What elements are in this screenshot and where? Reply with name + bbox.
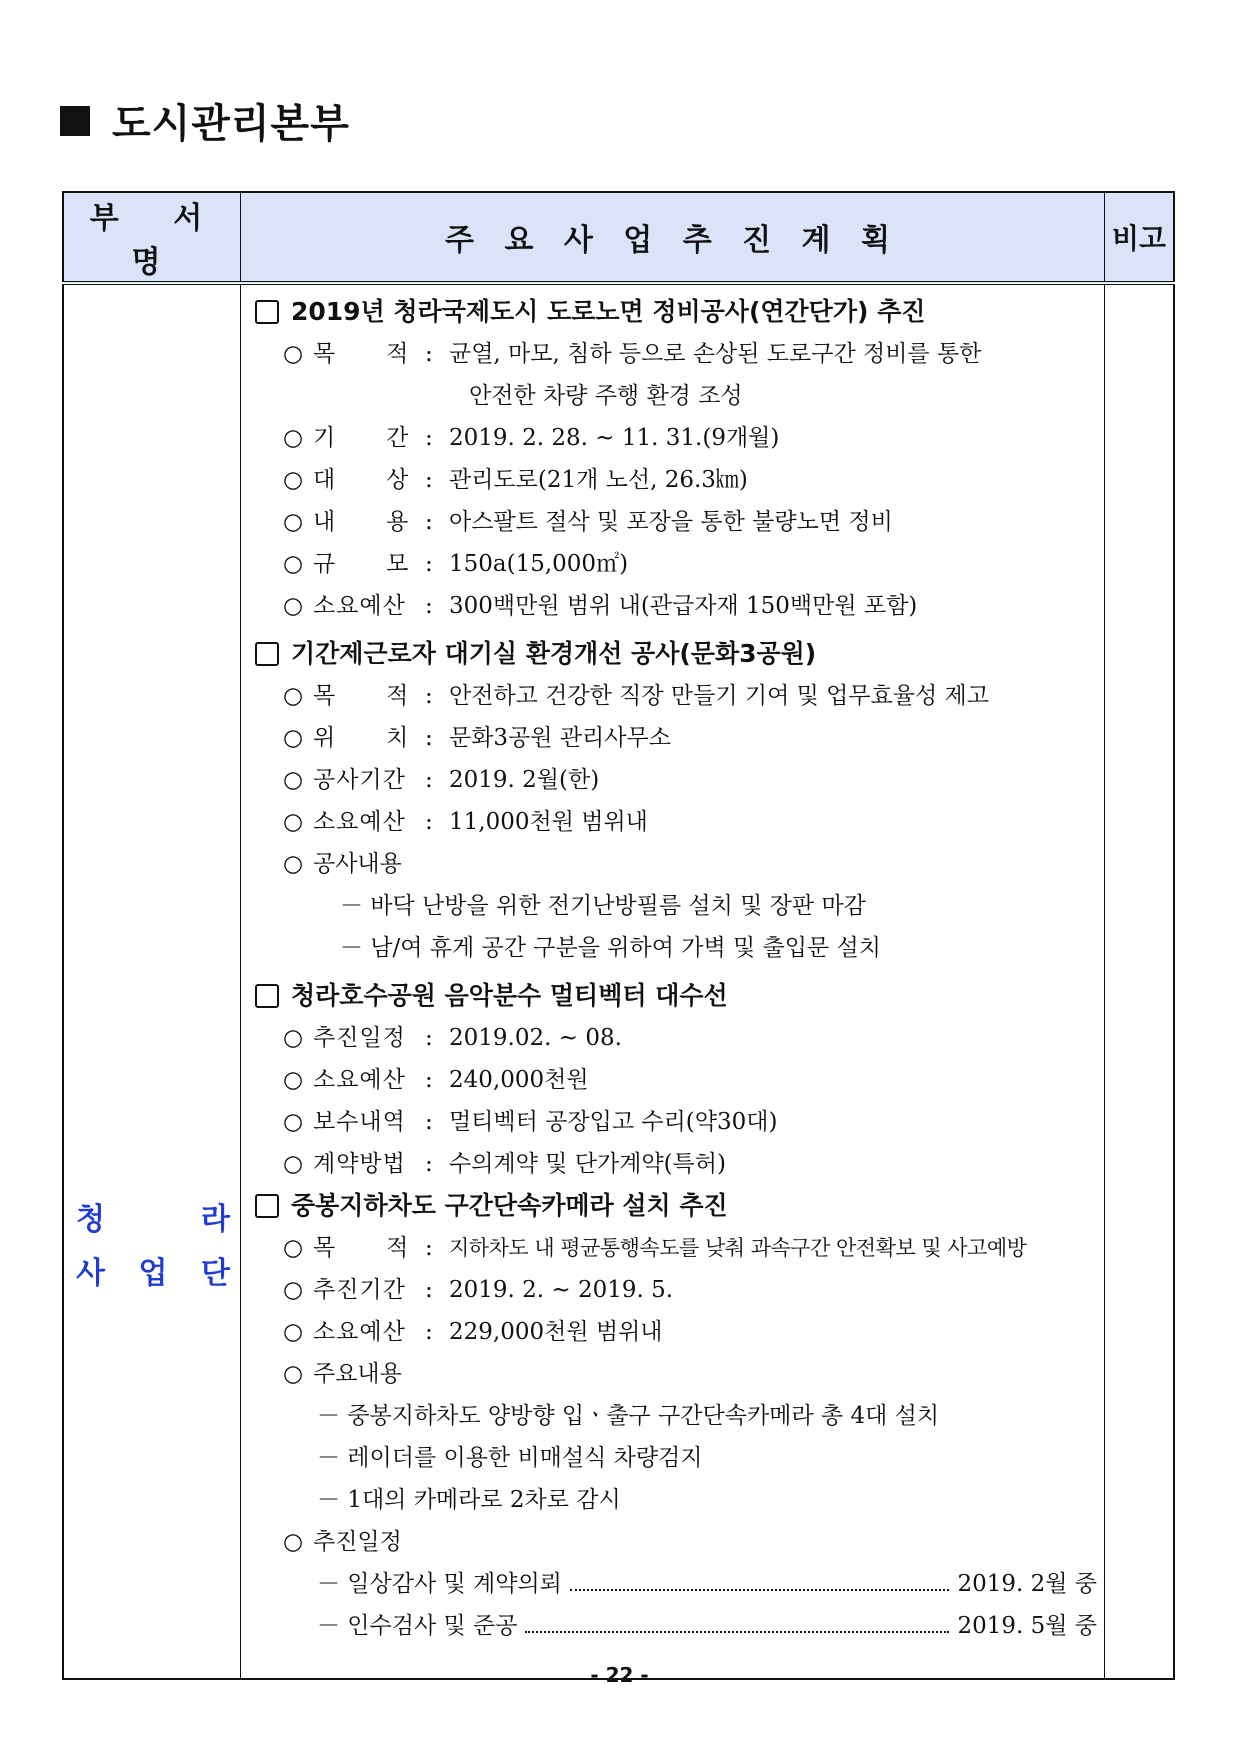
item-label: 목 적 xyxy=(313,341,410,367)
item-label: 공사내용 xyxy=(313,851,402,877)
list-item: ○ 소요예산 : 240,000천원 xyxy=(255,1059,1104,1101)
circle-bullet: ○ xyxy=(283,1529,304,1555)
list-item: ○ 위 치 : 문화3공원 관리사무소 xyxy=(255,717,1104,759)
section-title-text: 청라호수공원 음악분수 멀티벡터 대수선 xyxy=(291,981,728,1010)
dept-char: 청 xyxy=(76,1201,105,1237)
circle-bullet: ○ xyxy=(283,1067,304,1093)
schedule-row xyxy=(255,1563,1097,1605)
circle-bullet: ○ xyxy=(283,1277,304,1303)
circle-bullet: ○ xyxy=(283,1109,304,1135)
section-title xyxy=(255,975,1104,1017)
section-title-text: 2019년 청라국제도시 도로노면 정비공사(연간단가) 추진 xyxy=(291,297,926,326)
square-bullet-icon xyxy=(60,106,90,136)
circle-bullet: ○ xyxy=(283,425,304,451)
section-title-text: 기간제근로자 대기실 환경개선 공사(문화3공원) xyxy=(291,639,817,668)
list-item: ○ 목 적 : 지하차도 내 평균통행속도를 낮춰 과속구간 안전확보 및 사고예방 xyxy=(255,1227,1104,1269)
circle-bullet: ○ xyxy=(283,509,304,535)
dash-item: － 레이더를 이용한 비매설식 차량검지 xyxy=(317,1445,703,1471)
circle-bullet: ○ xyxy=(283,593,304,619)
item-value: 2019. 2. ~ 2019. 5. xyxy=(449,1277,674,1303)
item-label: 주요내용 xyxy=(313,1361,402,1387)
list-item: ○ 추진일정 : 2019.02. ~ 08. xyxy=(255,1017,1104,1059)
item-label: 소요예산 xyxy=(313,809,406,835)
item-label: 기 간 xyxy=(313,425,410,451)
schedule-row xyxy=(255,1605,1097,1647)
item-label: 공사기간 xyxy=(313,767,406,793)
item-label: 소요예산 xyxy=(313,1067,406,1093)
circle-bullet: ○ xyxy=(283,341,304,367)
dept-char: 단 xyxy=(201,1255,230,1291)
leader-dots xyxy=(525,1605,949,1633)
section-title xyxy=(255,291,1104,333)
item-value: 멀티벡터 공장입고 수리(약30대) xyxy=(449,1109,778,1135)
item-label: 소요예산 xyxy=(313,593,406,619)
item-label: 소요예산 xyxy=(313,1319,406,1345)
section-title xyxy=(255,1185,1104,1227)
item-label: 추진일정 xyxy=(313,1025,406,1051)
dash-item: － 1대의 카메라로 2차로 감시 xyxy=(317,1487,621,1513)
list-item: ○ 계약방법 : 수의계약 및 단가계약(특허) xyxy=(255,1143,1104,1185)
circle-bullet: ○ xyxy=(283,767,304,793)
dept-char: 라 xyxy=(201,1201,230,1237)
item-label: 추진기간 xyxy=(313,1277,406,1303)
plan-table xyxy=(62,191,1175,1680)
item-value: 안전하고 건강한 직장 만들기 기여 및 업무효율성 제고 xyxy=(449,683,989,709)
circle-bullet: ○ xyxy=(283,809,304,835)
page-title-text: 도시관리본부 xyxy=(112,101,350,147)
item-value: 문화3공원 관리사무소 xyxy=(449,725,671,751)
circle-bullet: ○ xyxy=(283,1151,304,1177)
list-item xyxy=(255,1521,1104,1563)
list-item: ○ 소요예산 : 300백만원 범위 내(관급자재 150백만원 포함) xyxy=(255,585,1104,627)
list-item xyxy=(255,843,1104,885)
item-label: 보수내역 xyxy=(313,1109,406,1135)
checkbox-icon xyxy=(255,984,279,1008)
checkbox-icon xyxy=(255,300,279,324)
item-value: 지하차도 내 평균통행속도를 낮춰 과속구간 안전확보 및 사고예방 xyxy=(449,1236,1027,1260)
list-item: ○ 보수내역 : 멀티벡터 공장입고 수리(약30대) xyxy=(255,1101,1104,1143)
circle-bullet: ○ xyxy=(283,1025,304,1051)
page-number: - 22 - xyxy=(590,1663,649,1687)
header-plan: 주 요 사 업 추 진 계 획 xyxy=(241,192,1105,283)
circle-bullet: ○ xyxy=(283,683,304,709)
item-label: 목 적 xyxy=(313,1235,410,1261)
circle-bullet: ○ xyxy=(283,1361,304,1387)
plan-cell xyxy=(241,283,1105,1679)
checkbox-icon xyxy=(255,1194,279,1218)
item-value: 2019. 2. 28. ~ 11. 31.(9개월) xyxy=(449,425,780,451)
table-header-row xyxy=(63,192,1174,283)
section-road-maintenance xyxy=(255,291,1104,627)
checkbox-icon xyxy=(255,642,279,666)
dept-line-1 xyxy=(64,1193,240,1247)
header-note: 비고 xyxy=(1105,192,1175,283)
dash-item: － 남/여 휴게 공간 구분을 위하여 가벽 및 출입문 설치 xyxy=(340,935,881,961)
list-item: ○ 대 상 : 관리도로(21개 노선, 26.3㎞) xyxy=(255,459,1104,501)
list-item: ○ 소요예산 : 11,000천원 범위내 xyxy=(255,801,1104,843)
section-title-text: 중봉지하차도 구간단속카메라 설치 추진 xyxy=(291,1191,728,1220)
dash-item: － 중봉지하차도 양방향 입ㆍ출구 구간단속카메라 총 4대 설치 xyxy=(317,1403,940,1429)
schedule-date: 2019. 5월 중 xyxy=(957,1613,1097,1639)
item-label: 내 용 xyxy=(313,509,410,535)
circle-bullet: ○ xyxy=(283,1319,304,1345)
dept-line-2 xyxy=(64,1247,240,1301)
list-item: ○ 추진기간 : 2019. 2. ~ 2019. 5. xyxy=(255,1269,1104,1311)
header-dept: 부 서 명 xyxy=(63,192,241,283)
item-value: 240,000천원 xyxy=(449,1067,589,1093)
list-item: ○ 소요예산 : 229,000천원 범위내 xyxy=(255,1311,1104,1353)
item-value: 관리도로(21개 노선, 26.3㎞) xyxy=(449,467,748,493)
item-label: 위 치 xyxy=(313,725,410,751)
circle-bullet: ○ xyxy=(283,725,304,751)
item-value: 2019.02. ~ 08. xyxy=(449,1025,622,1051)
item-label: 규 모 xyxy=(313,551,410,577)
item-label: 목 적 xyxy=(313,683,410,709)
section-title xyxy=(255,633,1104,675)
dept-cell xyxy=(63,283,241,1679)
list-item: ○ 기 간 : 2019. 2. 28. ~ 11. 31.(9개월) xyxy=(255,417,1104,459)
item-value: 균열, 마모, 침하 등으로 손상된 도로구간 정비를 통한 xyxy=(449,341,982,367)
item-value: 229,000천원 범위내 xyxy=(449,1319,663,1345)
list-item: ○ 공사기간 : 2019. 2월(한) xyxy=(255,759,1104,801)
table-row xyxy=(63,283,1174,1679)
circle-bullet: ○ xyxy=(283,1235,304,1261)
circle-bullet: ○ xyxy=(283,551,304,577)
circle-bullet: ○ xyxy=(283,851,304,877)
dept-char: 사 xyxy=(76,1255,105,1291)
schedule-date: 2019. 2월 중 xyxy=(957,1571,1097,1597)
list-item xyxy=(255,375,1104,417)
list-item: ○ 규 모 : 150a(15,000㎡) xyxy=(255,543,1104,585)
schedule-item: － 인수검사 및 준공 xyxy=(317,1613,518,1639)
item-value: 150a(15,000㎡) xyxy=(449,551,629,577)
leader-dots xyxy=(570,1563,950,1591)
list-item: ○ 목 적 : 안전하고 건강한 직장 만들기 기여 및 업무효율성 제고 xyxy=(255,675,1104,717)
section-speed-camera xyxy=(255,1185,1104,1647)
list-item xyxy=(255,1353,1104,1395)
item-value: 300백만원 범위 내(관급자재 150백만원 포함) xyxy=(449,593,918,619)
item-value: 아스팔트 절삭 및 포장을 통한 불량노면 정비 xyxy=(449,509,893,535)
list-item: ○ 목 적 : 균열, 마모, 침하 등으로 손상된 도로구간 정비를 통한 xyxy=(255,333,1104,375)
note-cell xyxy=(1105,283,1175,1679)
item-label: 대 상 xyxy=(313,467,410,493)
schedule-item: － 일상감사 및 계약의뢰 xyxy=(317,1571,562,1597)
item-continuation: 안전한 차량 주행 환경 조성 xyxy=(469,383,743,409)
dept-char: 업 xyxy=(138,1255,168,1291)
list-item: ○ 내 용 : 아스팔트 절삭 및 포장을 통한 불량노면 정비 xyxy=(255,501,1104,543)
item-label: 추진일정 xyxy=(313,1529,402,1555)
circle-bullet: ○ xyxy=(283,467,304,493)
item-value: 11,000천원 범위내 xyxy=(449,809,648,835)
item-label: 계약방법 xyxy=(313,1151,406,1177)
section-music-fountain xyxy=(255,975,1104,1185)
dash-item: － 바닥 난방을 위한 전기난방필름 설치 및 장판 마감 xyxy=(340,893,866,919)
page-title xyxy=(60,92,350,149)
section-waiting-room xyxy=(255,633,1104,969)
item-value: 수의계약 및 단가계약(특허) xyxy=(449,1151,726,1177)
item-value: 2019. 2월(한) xyxy=(449,767,600,793)
